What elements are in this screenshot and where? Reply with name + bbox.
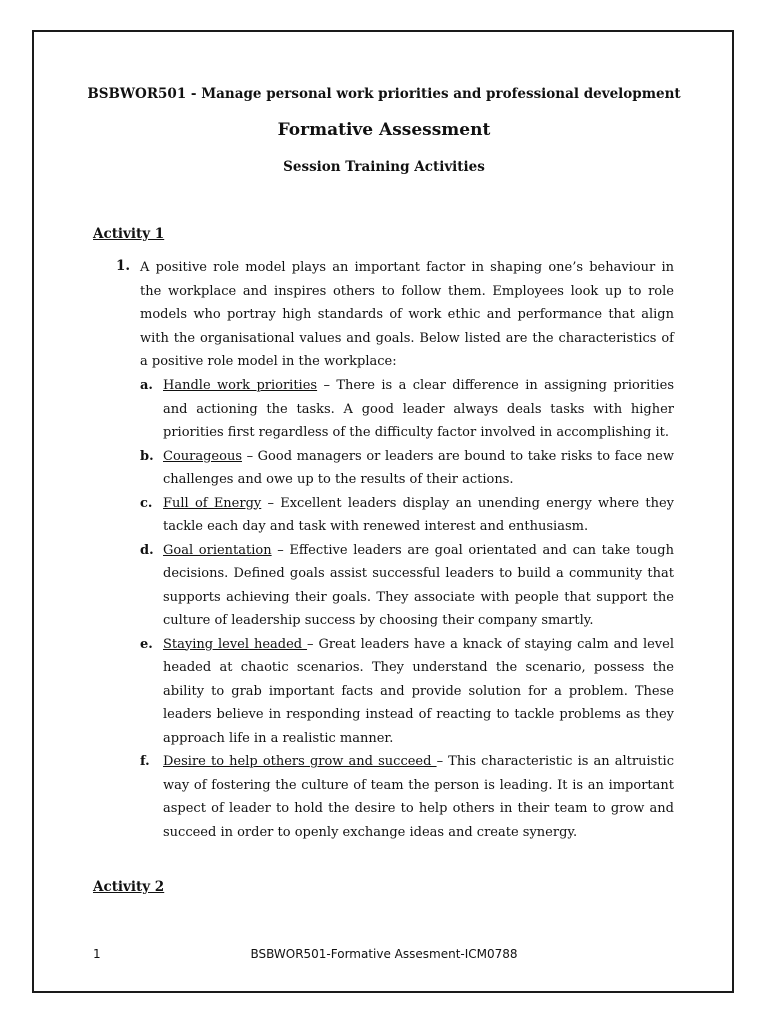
- list-item-description: – Great leaders have a knack of staying calm and level headed at chaotic scenarios. They understand the scenario, possess the ability to grab important facts and provide solution for a problem. These leaders believe in responding instead of reacting to tackle problems as they approach life in a realistic manner.: [163, 636, 674, 746]
- question-text: A positive role model plays an important factor in shaping one’s behaviour in the workplace and inspires others to follow them. Employees look up to role models who portray high standards of work ethic and performance that align with the organisational values and goals. Below listed are the characteristics of a positive role model in the workplace:: [140, 260, 674, 369]
- list-item-description: – Effective leaders are goal orientated and can take tough decisions. Defined goals assist successful leaders to build a community that supports achieving their goals. They associate with people that support the culture of leadership success by choosing their company smartly.: [163, 542, 675, 628]
- list-item-term: Courageous: [163, 448, 242, 464]
- list-item-term: Staying level headed: [163, 636, 308, 652]
- characteristics-list: [140, 374, 674, 844]
- list-item-description: – Good managers or leaders are bound to take risks to face new challenges and owe up to the results of their actions.: [163, 448, 674, 487]
- list-item-term: Goal orientation: [163, 542, 272, 558]
- list-item-letter: e.: [140, 636, 153, 652]
- list-item-description: – Excellent leaders display an unending energy where they tackle each day and task with renewed interest and enthusiasm.: [163, 495, 675, 534]
- activity-1-heading: Activity 1: [93, 226, 165, 242]
- list-item: [140, 750, 674, 844]
- list-item: [140, 492, 674, 539]
- document-subtitle: Session Training Activities: [283, 159, 485, 175]
- footer-document-code: BSBWOR501-Formative Assesment-ICM0788: [250, 947, 518, 961]
- document-title: Formative Assessment: [277, 120, 491, 140]
- list-item-term: Handle work priorities: [163, 378, 318, 393]
- list-item: [140, 374, 674, 445]
- list-item-letter: c.: [140, 495, 153, 511]
- list-item-letter: d.: [140, 542, 154, 558]
- list-item: [140, 445, 674, 492]
- activity-2-heading: Activity 2: [93, 879, 165, 895]
- list-item-term: Full of Energy: [163, 495, 262, 511]
- footer-page-number: 1: [93, 947, 101, 961]
- list-item-letter: b.: [140, 448, 154, 464]
- list-item-term: Desire to help others grow and succeed: [163, 754, 437, 769]
- list-item-description: – This characteristic is an altruistic way of fostering the culture of team the person is leading. It is an important aspect of leader to hold the desire to help others in their team to grow and succeed in order to openly exchange ideas and create synergy.: [163, 754, 674, 840]
- course-code-title: BSBWOR501 - Manage personal work priorities and professional development: [87, 86, 681, 102]
- question-number: 1.: [116, 258, 131, 274]
- list-item-letter: f.: [140, 754, 150, 769]
- list-item: [140, 633, 674, 751]
- list-item-description: – There is a clear difference in assigning priorities and actioning the tasks. A good leader always deals tasks with higher priorities first regardless of the difficulty factor involved in accomplishing it.: [163, 378, 674, 440]
- list-item-letter: a.: [140, 378, 153, 393]
- list-item: [140, 539, 674, 633]
